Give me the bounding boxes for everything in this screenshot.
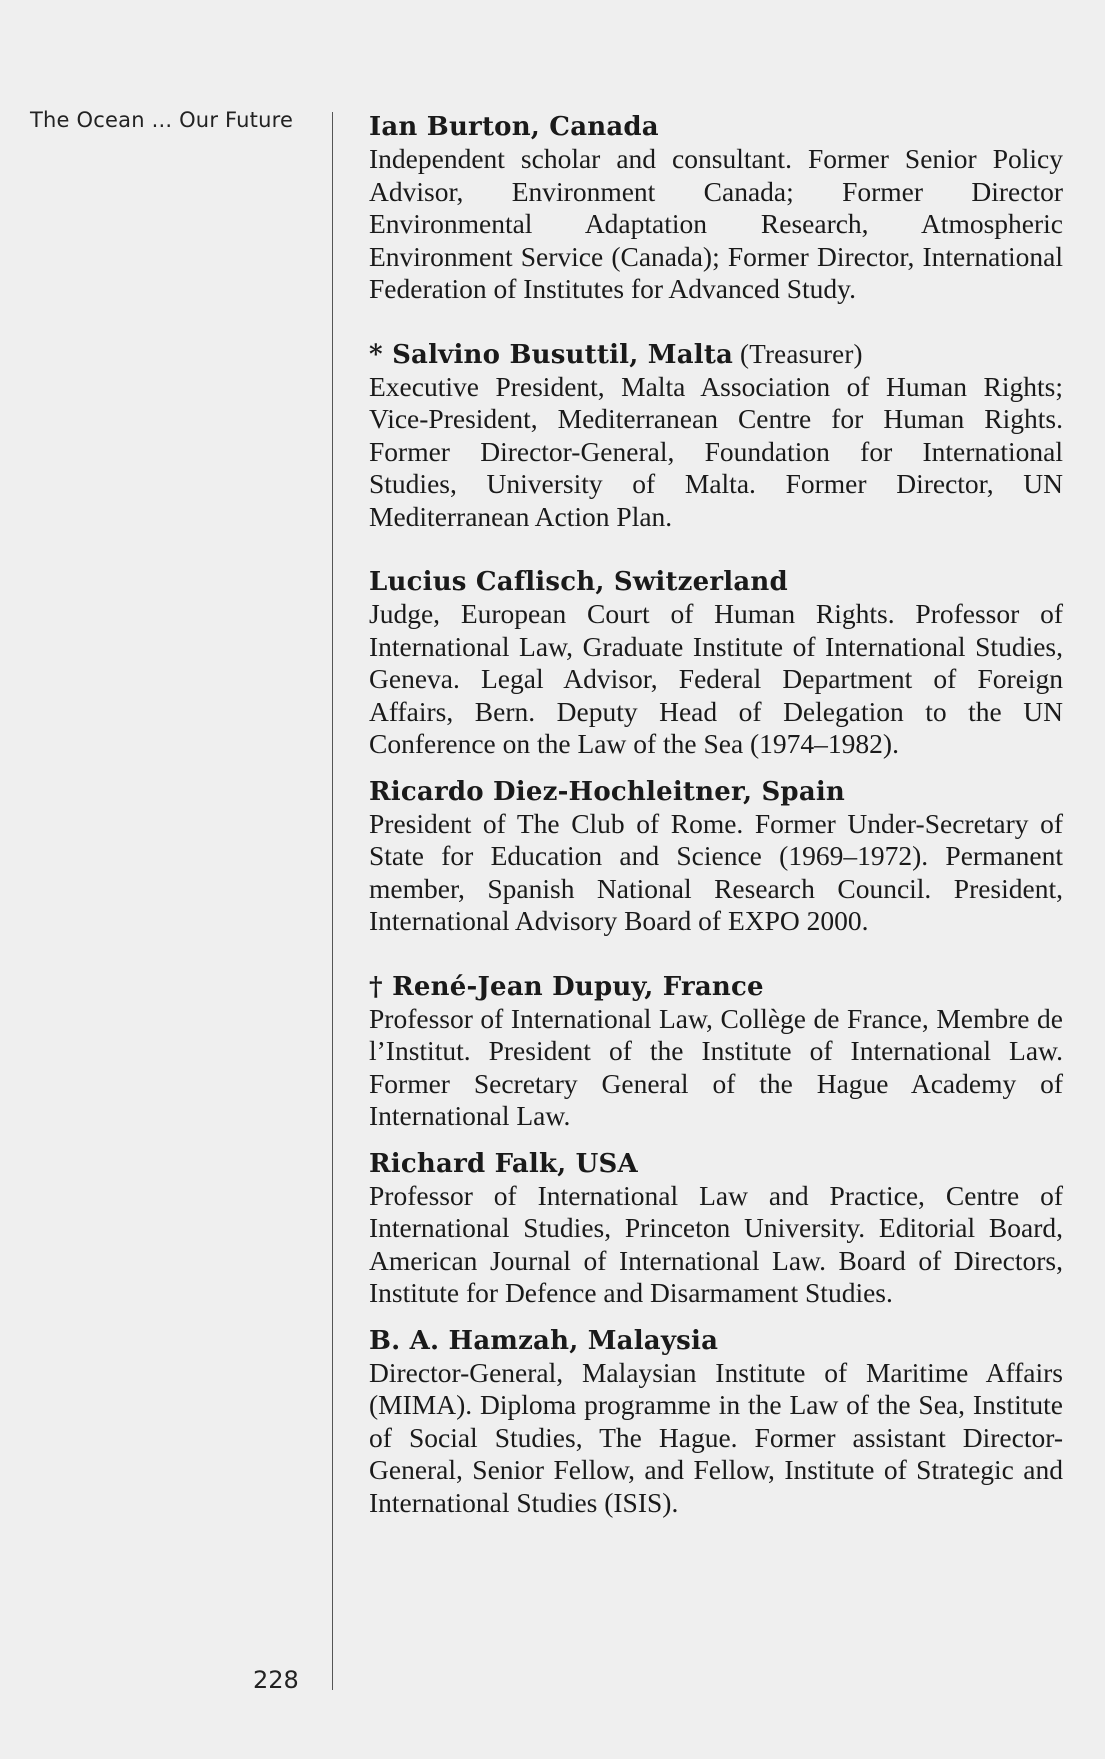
entry-spacer (369, 1310, 1063, 1324)
member-list (369, 110, 1063, 1519)
member-description: Independent scholar and consultant. Former Senior Policy Advisor, Environment Canada; Former Director Environmental Adaptation Research, Atmospheric Environment Service (Canada); Former Director, International Federation of Institutes for Advanced Study. (369, 143, 1063, 304)
member-entry (369, 338, 1063, 534)
member-heading (369, 338, 1063, 371)
member-entry (369, 1324, 1063, 1520)
running-head-title: The Ocean ... Our Future (30, 108, 294, 132)
member-description: Professor of International Law and Practice, Centre of International Studies, Princeton University. Editorial Board, American Journal of International Law. Board of Directors, Institute for Defence and Disarmament Studies. (369, 1179, 1063, 1308)
member-entry (369, 970, 1063, 1133)
member-name: Richard Falk, USA (369, 1148, 638, 1179)
member-name: Ian Burton, Canada (369, 112, 659, 142)
member-marker: † (369, 971, 393, 1002)
member-entry (369, 1147, 1063, 1310)
member-heading (369, 970, 1063, 1003)
entry-spacer (369, 1133, 1063, 1147)
entry-spacer (369, 761, 1063, 775)
member-heading (369, 775, 1063, 808)
member-description: President of The Club of Rome. Former Under-Secretary of State for Education and Science (1969–1972). Permanent member, Spanish National Research Council. President, International Advisory Board of EXPO 2000. (369, 807, 1063, 936)
member-heading (369, 110, 1063, 143)
member-heading (369, 1147, 1063, 1180)
member-role: (Treasurer) (733, 338, 863, 369)
member-description: Director-General, Malaysian Institute of Maritime Affairs (MIMA). Diploma programme in the Law of the Sea, Institute of Social Studies, The Hague. Former assistant Director-General, Senior Fellow, and Fellow, Institute of Strategic and International Studies (ISIS). (369, 1356, 1063, 1518)
member-marker: * (369, 339, 393, 370)
member-heading (369, 1324, 1063, 1357)
column-divider (332, 112, 333, 1690)
page-number: 228 (253, 1666, 299, 1694)
member-name: Ricardo Diez-Hochleitner, Spain (369, 776, 846, 807)
member-name: Salvino Busuttil, Malta (392, 339, 734, 370)
member-name: René-Jean Dupuy, France (392, 971, 764, 1002)
entry-spacer (369, 533, 1063, 565)
entry-spacer (369, 306, 1063, 338)
member-name: Lucius Caflisch, Switzerland (369, 567, 788, 597)
member-description: Professor of International Law, Collège de France, Membre de l’Institut. President of the Institute of International Law. Former Secretary General of the Hague Academy of International Law. (369, 1002, 1063, 1131)
member-description: Executive President, Malta Association of Human Rights; Vice-President, Mediterranean Centre for Human Rights. Former Director-General, Foundation for International Studies, University of Malta. Former Director, UN Mediterranean Action Plan. (369, 370, 1063, 532)
member-entry (369, 110, 1063, 306)
member-name: B. A. Hamzah, Malaysia (369, 1325, 719, 1356)
member-heading (369, 565, 1063, 598)
member-entry (369, 565, 1063, 761)
member-entry (369, 775, 1063, 938)
entry-spacer (369, 938, 1063, 970)
member-description: Judge, European Court of Human Rights. Professor of International Law, Graduate Institute of International Studies, Geneva. Legal Advisor, Federal Department of Foreign Affairs, Bern. Deputy Head of Delegation to the UN Conference on the Law of the Sea (1974–1982). (369, 598, 1063, 759)
